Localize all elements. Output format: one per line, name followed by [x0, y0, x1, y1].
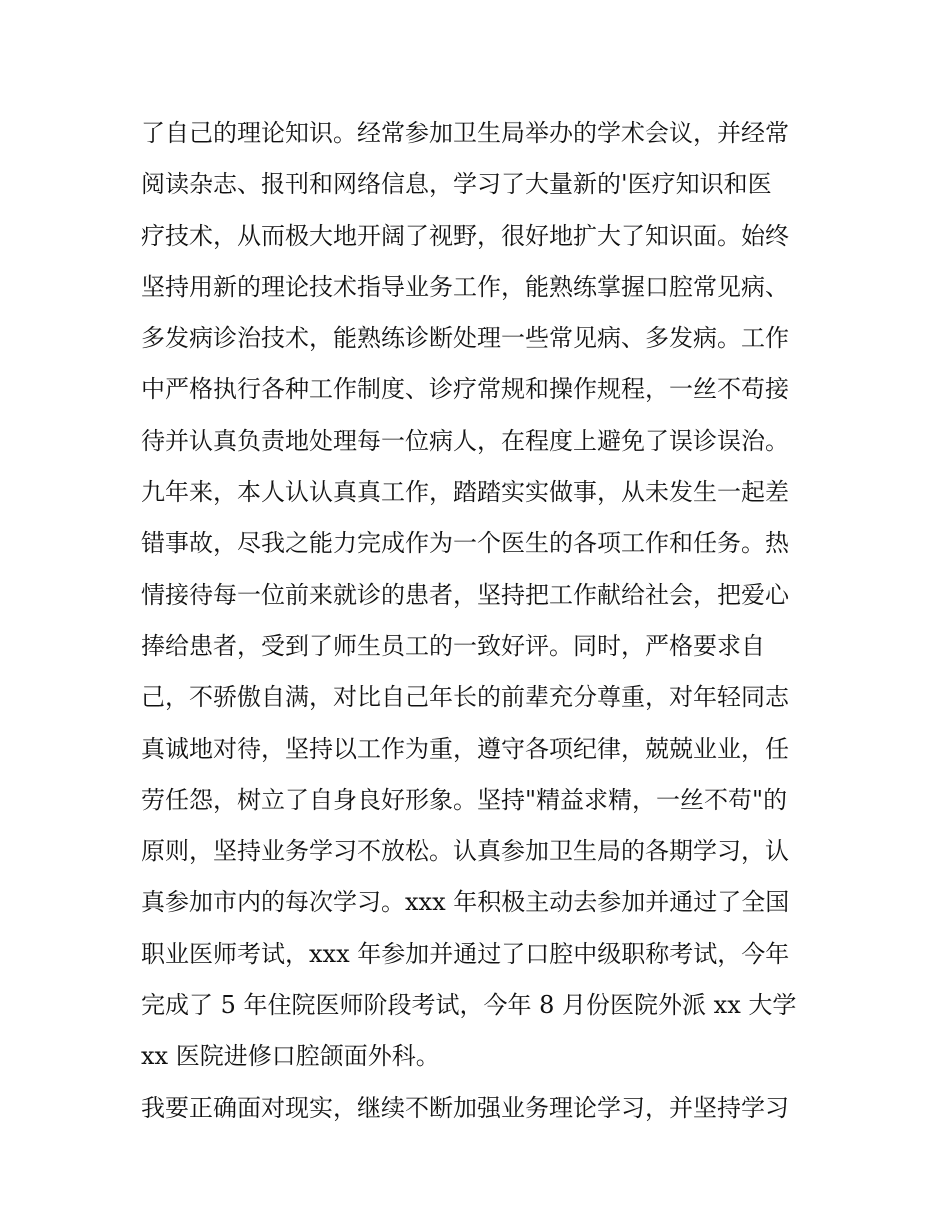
text-line: 捧给患者，受到了师生员工的一致好评。同时，严格要求自 [141, 631, 765, 660]
document-body [141, 108, 821, 1134]
text-line: 疗技术，从而极大地开阔了视野，很好地扩大了知识面。始终 [141, 221, 789, 250]
paragraph-2 [141, 1083, 821, 1134]
text-line: 中严格执行各种工作制度、诊疗常规和操作规程，一丝不苟接 [141, 375, 789, 404]
text-line: 劳任怨，树立了自身良好形象。坚持"精益求精，一丝不苟"的 [141, 785, 788, 814]
text-line: 多发病诊治技术，能熟练诊断处理一些常见病、多发病。工作 [141, 324, 789, 353]
text-line: 原则，坚持业务学习不放松。认真参加卫生局的各期学习，认 [141, 837, 789, 866]
text-line: 坚持用新的理论技术指导业务工作，能熟练掌握口腔常见病、 [141, 272, 789, 301]
paragraph-1 [141, 108, 821, 1083]
text-line: 九年来，本人认认真真工作，踏踏实实做事，从未发生一起差 [141, 478, 789, 507]
text-line: 情接待每一位前来就诊的患者，坚持把工作献给社会，把爱心 [141, 580, 789, 609]
text-line: 完成了 5 年住院医师阶段考试，今年 8 月份医院外派 xx 大学 [141, 991, 797, 1020]
text-line: 错事故，尽我之能力完成作为一个医生的各项工作和任务。热 [141, 529, 789, 558]
text-line: xx 医院进修口腔颌面外科。 [141, 1042, 440, 1071]
text-line: 职业医师考试，xxx 年参加并通过了口腔中级职称考试，今年 [141, 939, 790, 968]
text-line: 己，不骄傲自满，对比自己年长的前辈充分尊重，对年轻同志 [141, 683, 789, 712]
text-line: 阅读杂志、报刊和网络信息，学习了大量新的'医疗知识和医 [141, 170, 772, 199]
text-line: 我要正确面对现实，继续不断加强业务理论学习，并坚持学习 [141, 1093, 789, 1122]
text-line: 了自己的理论知识。经常参加卫生局举办的学术会议，并经常 [141, 119, 789, 147]
text-line: 真诚地对待，坚持以工作为重，遵守各项纪律，兢兢业业，任 [141, 734, 789, 763]
text-line: 待并认真负责地处理每一位病人，在程度上避免了误诊误治。 [141, 426, 789, 455]
text-line: 真参加市内的每次学习。xxx 年积极主动去参加并通过了全国 [141, 888, 790, 917]
